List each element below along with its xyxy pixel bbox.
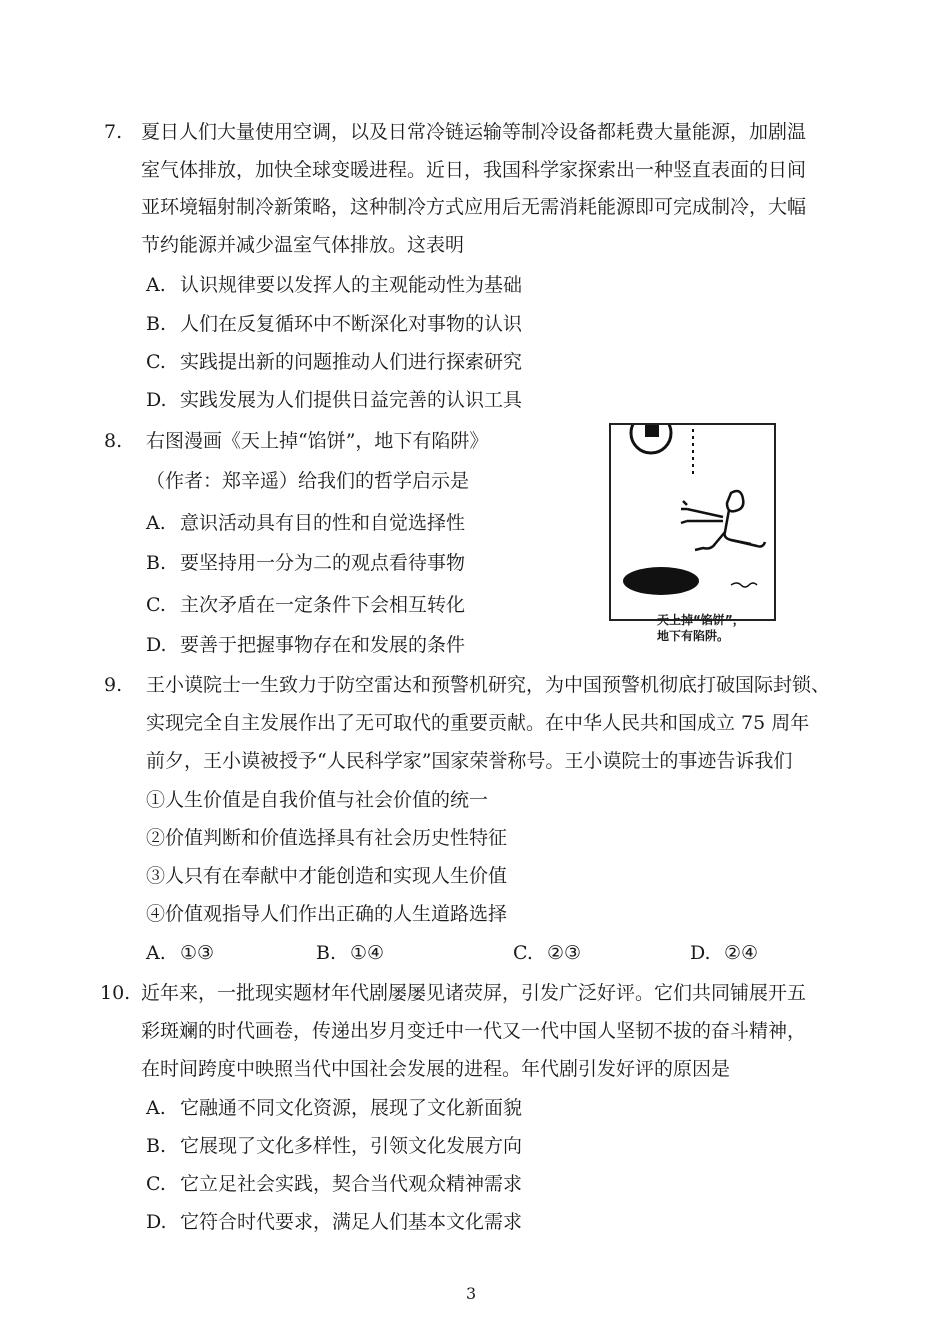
option-letter: A. <box>146 512 166 534</box>
question-10-option-c <box>146 1172 522 1196</box>
question-10-option-d <box>146 1210 522 1234</box>
question-7-number: 7. <box>104 121 123 143</box>
option-text: ①③ <box>180 942 215 964</box>
option-text: 认识规律要以发挥人的主观能动性为基础 <box>180 274 523 296</box>
question-9-answer-b <box>316 941 384 965</box>
question-10-stem-line: 彩斑斓的时代画卷，传递出岁月变迁中一代又一代中国人坚韧不拔的奋斗精神， <box>141 1020 807 1042</box>
option-letter: C. <box>146 351 166 373</box>
running-person <box>681 491 765 550</box>
question-7-option-b <box>146 312 522 336</box>
option-letter: B. <box>146 1135 167 1157</box>
option-text: 意识活动具有目的性和自觉选择性 <box>180 512 466 534</box>
question-10-stem-line: 近年来，一批现实题材年代剧屡屡见诸荧屏，引发广泛好评。它们共同铺展开五 <box>141 982 807 1004</box>
question-10-number: 10. <box>100 982 131 1004</box>
question-9-statement: ①人生价值是自我价值与社会价值的统一 <box>146 789 489 811</box>
question-8-number: 8. <box>104 430 123 452</box>
option-text: 要坚持用一分为二的观点看待事物 <box>180 552 466 574</box>
option-text: ②③ <box>547 942 582 964</box>
question-7-option-d <box>146 388 522 412</box>
option-text: ①④ <box>350 942 385 964</box>
page-number: 3 <box>466 1284 477 1303</box>
option-letter: B. <box>146 313 167 335</box>
question-9-statement: ③人只有在奉献中才能创造和实现人生价值 <box>146 865 508 887</box>
option-letter: C. <box>146 1173 166 1195</box>
question-7-option-c <box>146 350 522 374</box>
option-letter: B. <box>316 942 337 964</box>
cartoon-caption-line: 天上掉“馅饼”， <box>657 613 745 627</box>
pit-shape <box>623 567 699 595</box>
question-7-stem-line: 室气体排放，加快全球变暖进程。近日，我国科学家探索出一种竖直表面的日间 <box>141 159 807 181</box>
option-text: 它立足社会实践，契合当代观众精神需求 <box>180 1173 523 1195</box>
option-text: 人们在反复循环中不断深化对事物的认识 <box>180 313 523 335</box>
question-9-statement: ②价值判断和价值选择具有社会历史性特征 <box>146 827 508 849</box>
option-text: 它展现了文化多样性，引领文化发展方向 <box>180 1135 523 1157</box>
option-text: ②④ <box>724 942 759 964</box>
question-8-option-b <box>146 551 465 575</box>
question-8-stem-line: 右图漫画《天上掉“馅饼”，地下有陷阱》 <box>146 430 489 452</box>
question-7-stem-line: 夏日人们大量使用空调，以及日常冷链运输等制冷设备都耗费大量能源，加剧温 <box>141 121 807 143</box>
option-letter: A. <box>146 942 166 964</box>
cartoon-caption-line: 地下有陷阱。 <box>657 629 730 643</box>
option-letter: A. <box>146 1097 166 1119</box>
option-letter: C. <box>513 942 533 964</box>
option-letter: D. <box>146 634 167 656</box>
question-7-stem-line: 节约能源并减少温室气体排放。这表明 <box>141 234 465 256</box>
option-text: 要善于把握事物存在和发展的条件 <box>180 634 466 656</box>
option-text: 实践发展为人们提供日益完善的认识工具 <box>180 389 523 411</box>
option-letter: D. <box>146 1211 167 1233</box>
question-10-stem-line: 在时间跨度中映照当代中国社会发展的进程。年代剧引发好评的原因是 <box>141 1058 731 1080</box>
question-10-option-b <box>146 1134 522 1158</box>
question-8-option-d <box>146 633 465 657</box>
question-9-stem-line: 实现完全自主发展作出了无可取代的重要贡献。在中华人民共和国成立 75 周年 <box>146 712 810 734</box>
question-8-option-a <box>146 511 465 535</box>
question-9-answer-c <box>513 941 581 965</box>
option-letter: D. <box>146 389 167 411</box>
signature-squiggle <box>731 583 757 587</box>
option-text: 实践提出新的问题推动人们进行探索研究 <box>180 351 523 373</box>
pie-hole <box>645 425 659 437</box>
question-9-answer-d <box>690 941 758 965</box>
question-9-answer-a <box>146 941 214 965</box>
question-9-number: 9. <box>104 674 123 696</box>
option-letter: D. <box>690 942 711 964</box>
cartoon-illustration <box>609 423 776 621</box>
option-letter: A. <box>146 274 166 296</box>
option-text: 主次矛盾在一定条件下会相互转化 <box>180 594 466 616</box>
question-7-stem-line: 亚环境辐射制冷新策略，这种制冷方式应用后无需消耗能源即可完成制冷，大幅 <box>141 196 807 218</box>
option-letter: B. <box>146 552 167 574</box>
question-8-option-c <box>146 593 465 617</box>
question-10-option-a <box>146 1096 522 1120</box>
option-text: 它融通不同文化资源，展现了文化新面貌 <box>180 1097 523 1119</box>
question-7-option-a <box>146 273 522 297</box>
option-letter: C. <box>146 594 166 616</box>
question-9-stem-line: 王小谟院士一生致力于防空雷达和预警机研究，为中国预警机彻底打破国际封锁、 <box>146 674 831 696</box>
cartoon-drawing <box>611 425 774 619</box>
question-9-stem-line: 前夕，王小谟被授予“人民科学家”国家荣誉称号。王小谟院士的事迹告诉我们 <box>146 750 793 772</box>
question-8-stem-line: （作者：郑辛遥）给我们的哲学启示是 <box>146 470 470 492</box>
option-text: 它符合时代要求，满足人们基本文化需求 <box>180 1211 523 1233</box>
question-9-statement: ④价值观指导人们作出正确的人生道路选择 <box>146 903 508 925</box>
